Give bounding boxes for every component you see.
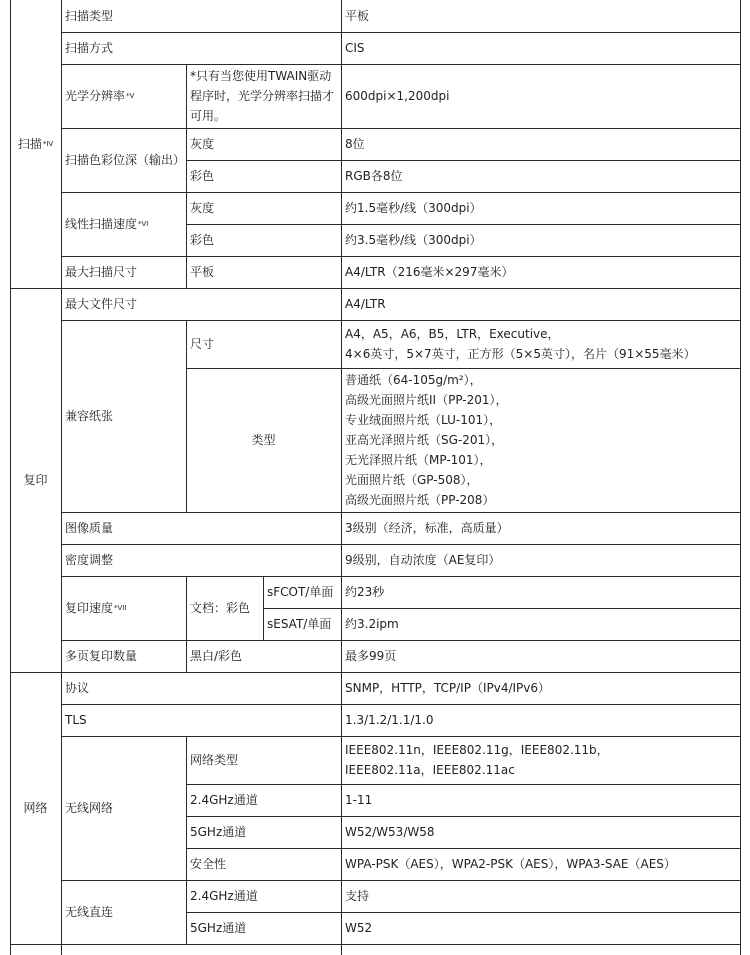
section-scan-footnote: *IV — [42, 140, 54, 148]
copy-speed-label — [61, 576, 186, 640]
copy-speed-doc-label: 文档：彩色 — [190, 601, 251, 615]
scan-resolution-label-text: 光学分辨率 — [65, 89, 126, 103]
section-scan — [10, 0, 61, 288]
scan-line-speed-color-value: 约3.5毫秒/线（300dpi） — [345, 233, 482, 247]
copy-max-file-label: 最大文件尺寸 — [65, 297, 138, 311]
network-direct-ch5-label: 5GHz通道 — [190, 921, 247, 935]
copy-quality-label: 图像质量 — [65, 521, 114, 535]
network-tls-value: 1.3/1.2/1.1/1.0 — [345, 713, 434, 727]
scan-line-speed-footnote: *VI — [138, 220, 149, 228]
scan-resolution-footnote: *V — [126, 92, 135, 100]
scan-line-speed-color-label: 彩色 — [190, 233, 215, 247]
scan-color-depth-gray-value: 8位 — [345, 137, 365, 151]
network-direct-ch5-value: W52 — [345, 921, 373, 935]
section-network-label: 网络 — [23, 801, 48, 815]
copy-paper-size-value: A4，A5，A6，B5，LTR，Executive， 4×6英寸，5×7英寸，正方形（5×5英寸），名片（91×55毫米） — [345, 327, 696, 361]
scan-resolution-note: *只有当您使用TWAIN驱动程序时，光学分辨率扫描才可用。 — [190, 69, 335, 123]
network-type-value: IEEE802.11n，IEEE802.11g，IEEE802.11b， IEEE802.11a，IEEE802.11ac — [345, 743, 609, 777]
network-wireless-label: 无线网络 — [65, 801, 114, 815]
copy-speed-footnote: *VII — [114, 604, 127, 612]
network-ch24-value: 1-11 — [345, 793, 373, 807]
scan-method-label: 扫描方式 — [65, 41, 114, 55]
scan-color-depth-gray-label: 灰度 — [190, 137, 215, 151]
network-security-label: 安全性 — [190, 857, 227, 871]
scan-resolution-value: 600dpi×1,200dpi — [345, 89, 450, 103]
copy-multi-label: 多页复印数量 — [65, 649, 138, 663]
scan-max-size-value: A4/LTR（216毫米×297毫米） — [345, 265, 514, 279]
copy-density-label: 密度调整 — [65, 553, 114, 567]
scan-max-size-sub: 平板 — [190, 265, 215, 279]
network-ch24-label: 2.4GHz通道 — [190, 793, 258, 807]
scan-resolution-label — [61, 64, 186, 128]
network-protocol-label: 协议 — [65, 681, 90, 695]
network-type-label: 网络类型 — [190, 753, 239, 767]
scan-line-speed-label — [61, 192, 186, 256]
copy-paper-size-label: 尺寸 — [190, 337, 215, 351]
copy-paper-type-label: 类型 — [251, 433, 276, 447]
network-ch5-label: 5GHz通道 — [190, 825, 247, 839]
copy-density-value: 9级别，自动浓度（AE复印） — [345, 553, 501, 567]
network-security-value: WPA-PSK（AES），WPA2-PSK（AES），WPA3-SAE（AES） — [345, 857, 676, 871]
network-direct-ch24-label: 2.4GHz通道 — [190, 889, 258, 903]
scan-line-speed-gray-label: 灰度 — [190, 201, 215, 215]
section-copy-label: 复印 — [23, 473, 48, 487]
network-tls-label: TLS — [65, 713, 87, 727]
copy-multi-sub: 黑白/彩色 — [190, 649, 243, 663]
copy-paper-type-value: 普通纸（64-105g/m²）， 高级光面照片纸II（PP-201）， 专业绒面照片纸（LU-101）， 亚高光泽照片纸（SG-201）， 无光泽照片纸（MP-101）， 光面照片纸（GP-508）， 高级光面照片纸（PP-208） — [345, 373, 508, 507]
copy-multi-value: 最多99页 — [345, 649, 397, 663]
scan-line-speed-label-text: 线性扫描速度 — [65, 217, 138, 231]
section-scan-label: 扫描 — [17, 137, 42, 151]
copy-speed-esat-label: sESAT/单面 — [267, 617, 332, 631]
copy-speed-fcot-label: sFCOT/单面 — [267, 585, 334, 599]
copy-paper-label: 兼容纸张 — [65, 409, 114, 423]
scan-color-depth-color-label: 彩色 — [190, 169, 215, 183]
network-ch5-value: W52/W53/W58 — [345, 825, 435, 839]
copy-max-file-value: A4/LTR — [345, 297, 386, 311]
scan-type-label: 扫描类型 — [65, 9, 114, 23]
scan-type-value: 平板 — [345, 9, 370, 23]
network-direct-label: 无线直连 — [65, 905, 114, 919]
scan-color-depth-color-value: RGB各8位 — [345, 169, 403, 183]
section-copy — [10, 288, 61, 672]
copy-speed-fcot-value: 约23秒 — [345, 585, 385, 599]
section-network — [10, 672, 61, 944]
scan-color-depth-label: 扫描色彩位深（输出） — [65, 153, 186, 167]
network-direct-ch24-value: 支持 — [345, 889, 370, 903]
copy-speed-label-text: 复印速度 — [65, 601, 114, 615]
scan-max-size-label: 最大扫描尺寸 — [65, 265, 138, 279]
network-protocol-value: SNMP，HTTP，TCP/IP（IPv4/IPv6） — [345, 681, 551, 695]
copy-speed-esat-value: 约3.2ipm — [345, 617, 399, 631]
copy-quality-value: 3级别（经济，标准，高质量） — [345, 521, 509, 535]
scan-line-speed-gray-value: 约1.5毫秒/线（300dpi） — [345, 201, 482, 215]
scan-method-value: CIS — [345, 41, 365, 55]
